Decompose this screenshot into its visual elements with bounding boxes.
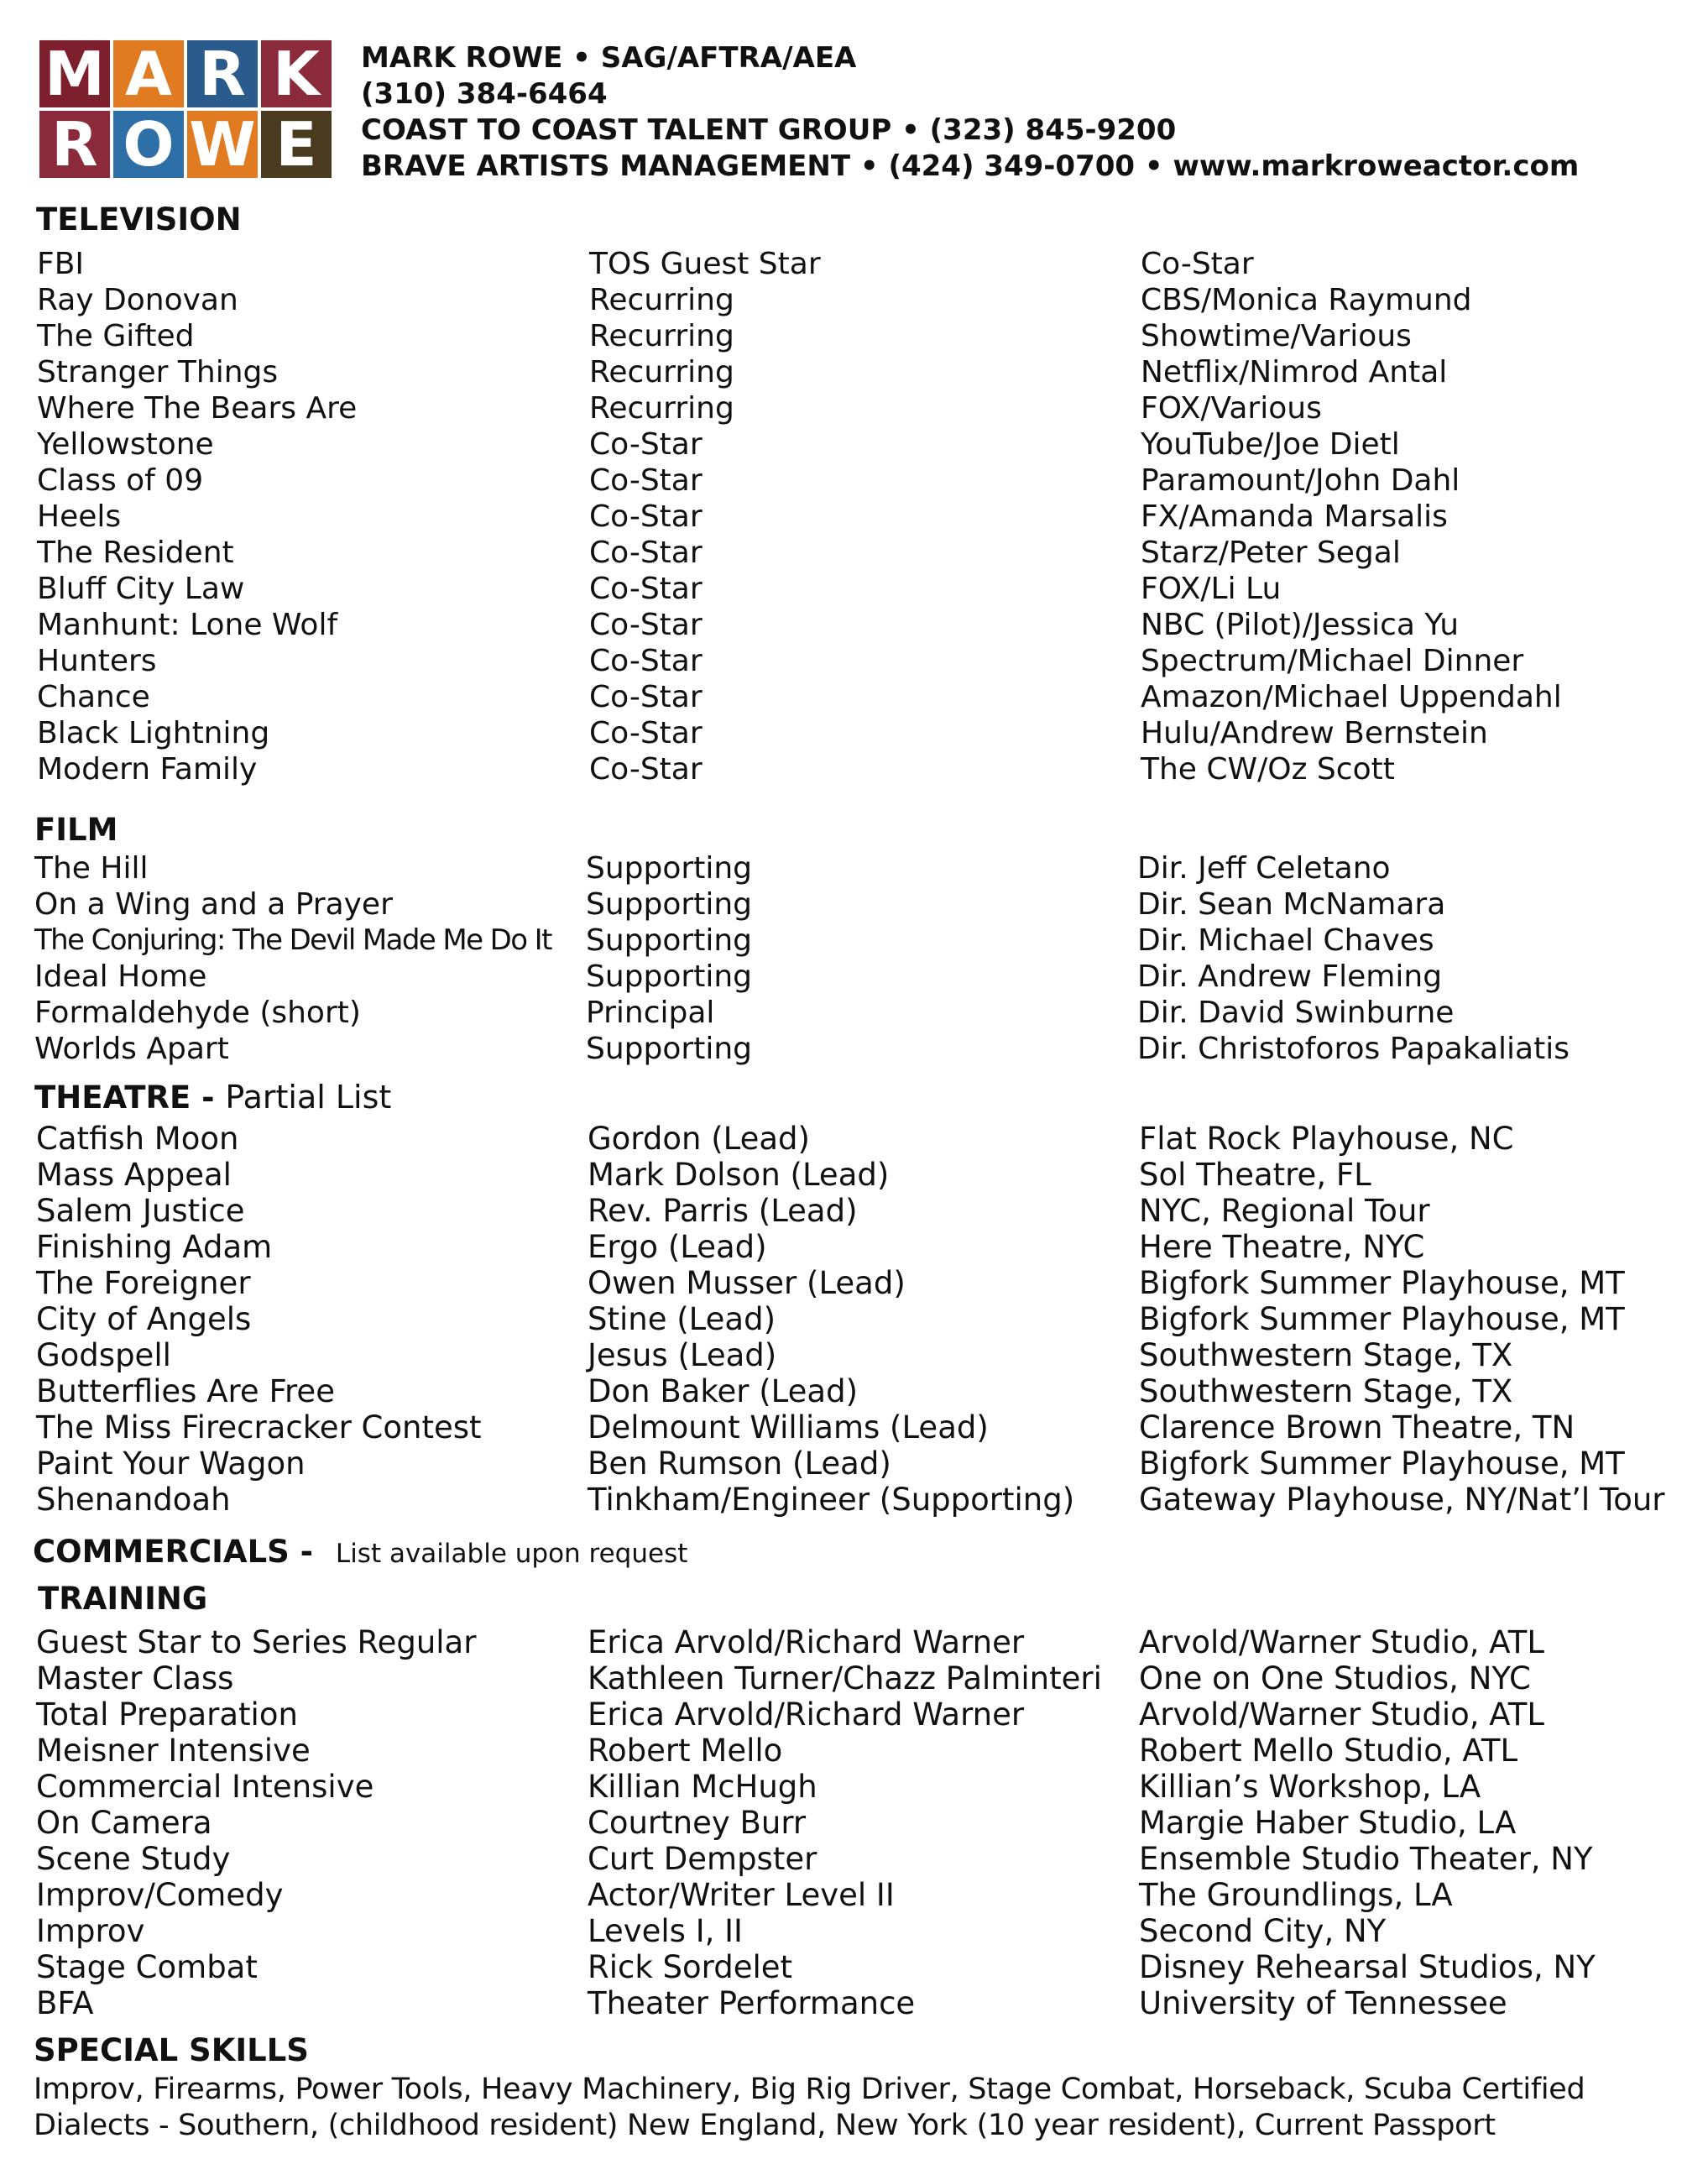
logo-tile-1: M <box>39 40 110 107</box>
film-credit-detail: Dir. Michael Chaves <box>1137 923 1434 958</box>
skills-line-2: Dialects - Southern, (childhood resident) New England, New York (10 year resident), Current Passport <box>34 2109 1496 2142</box>
television-credit-row <box>0 571 1708 607</box>
theatre-heading <box>34 1079 391 1116</box>
training-entry-row <box>0 1805 1708 1841</box>
training-entry-title: Master Class <box>36 1660 234 1696</box>
film-credit-title: Worlds Apart <box>34 1032 229 1066</box>
theatre-credit-title: Finishing Adam <box>36 1229 273 1265</box>
theatre-credit-role: Ben Rumson (Lead) <box>588 1445 891 1482</box>
television-credit-title: The Resident <box>37 536 234 570</box>
television-credit-row <box>0 318 1708 354</box>
training-entry-title: BFA <box>36 1985 94 2021</box>
television-credit-title: FBI <box>37 247 85 281</box>
theatre-credit-title: The Miss Firecracker Contest <box>36 1409 482 1445</box>
television-credit-detail: Showtime/Various <box>1141 319 1412 353</box>
film-credit-detail: Dir. Sean McNamara <box>1137 887 1446 922</box>
training-entry-row <box>0 1624 1708 1660</box>
television-credit-role: Co-Star <box>589 427 703 462</box>
film-credit-role: Supporting <box>586 851 752 886</box>
television-credit-row <box>0 643 1708 679</box>
training-entry-detail: Second City, NY <box>1139 1913 1387 1949</box>
film-credit-row <box>0 1031 1708 1067</box>
television-credit-title: Stranger Things <box>37 355 279 389</box>
television-credit-role: Co-Star <box>589 499 703 534</box>
training-entry-row <box>0 1733 1708 1769</box>
film-credit-row <box>0 886 1708 923</box>
television-credit-role: Recurring <box>589 319 734 353</box>
logo-tile-6: O <box>113 111 184 178</box>
theatre-credit-detail: Bigfork Summer Playhouse, MT <box>1139 1265 1625 1301</box>
television-credit-role: Co-Star <box>589 463 703 498</box>
film-credit-detail: Dir. Andrew Fleming <box>1137 959 1443 994</box>
training-entry-role: Curt Dempster <box>588 1841 817 1877</box>
film-heading: FILM <box>34 812 118 848</box>
film-credit-title: The Hill <box>34 851 149 886</box>
training-entry-detail: Robert Mello Studio, ATL <box>1139 1733 1518 1769</box>
film-credit-role: Supporting <box>586 959 752 994</box>
training-entry-detail: Disney Rehearsal Studios, NY <box>1139 1949 1596 1985</box>
training-entry-detail: Arvold/Warner Studio, ATL <box>1139 1624 1544 1660</box>
television-credit-role: Recurring <box>589 355 734 389</box>
television-credit-row <box>0 751 1708 787</box>
film-credit-row <box>0 995 1708 1031</box>
theatre-credit-role: Gordon (Lead) <box>588 1121 810 1157</box>
header-agency: COAST TO COAST TALENT GROUP • (323) 845-9200 <box>361 113 1177 147</box>
film-credit-title: The Conjuring: The Devil Made Me Do It <box>34 923 551 957</box>
film-credits <box>0 850 1708 1067</box>
theatre-credit-row <box>0 1337 1708 1373</box>
logo-tile-3: R <box>187 40 258 107</box>
television-credit-row <box>0 607 1708 643</box>
training-entry-role: Kathleen Turner/Chazz Palminteri <box>588 1660 1102 1696</box>
theatre-credit-title: Godspell <box>36 1337 171 1373</box>
training-entry-detail: One on One Studios, NYC <box>1139 1660 1531 1696</box>
commercials-subtitle: List available upon request <box>335 1539 688 1569</box>
training-entry-row <box>0 1949 1708 1985</box>
theatre-credit-row <box>0 1265 1708 1301</box>
training-entry-row <box>0 1841 1708 1877</box>
header-management: BRAVE ARTISTS MANAGEMENT • (424) 349-0700 • www.markroweactor.com <box>361 149 1580 183</box>
theatre-credit-detail: Bigfork Summer Playhouse, MT <box>1139 1445 1625 1482</box>
theatre-credit-row <box>0 1193 1708 1229</box>
television-credit-detail: The CW/Oz Scott <box>1141 752 1395 787</box>
theatre-credit-detail: Flat Rock Playhouse, NC <box>1139 1121 1514 1157</box>
television-credit-title: Heels <box>37 499 122 534</box>
theatre-credit-row <box>0 1409 1708 1445</box>
television-credit-detail: Co-Star <box>1141 247 1254 281</box>
film-credit-detail: Dir. Christoforos Papakaliatis <box>1137 1032 1570 1066</box>
training-list <box>0 1624 1708 2021</box>
television-credit-title: Modern Family <box>37 752 258 787</box>
television-credit-detail: CBS/Monica Raymund <box>1141 283 1472 317</box>
logo-tile-7: W <box>187 111 258 178</box>
film-credit-title: Formaldehyde (short) <box>34 996 361 1030</box>
theatre-credit-row <box>0 1482 1708 1518</box>
film-credit-title: On a Wing and a Prayer <box>34 887 393 922</box>
training-entry-title: Improv/Comedy <box>36 1877 284 1913</box>
television-credit-title: Hunters <box>37 644 157 678</box>
logo-tile-8: E <box>261 111 332 178</box>
television-credit-title: Ray Donovan <box>37 283 238 317</box>
training-entry-detail: The Groundlings, LA <box>1139 1877 1453 1913</box>
theatre-credit-title: Mass Appeal <box>36 1157 232 1193</box>
training-entry-title: Guest Star to Series Regular <box>36 1624 477 1660</box>
name-logo <box>39 40 332 181</box>
television-credit-role: Co-Star <box>589 752 703 787</box>
television-credit-role: Recurring <box>589 391 734 426</box>
film-credit-role: Principal <box>586 996 715 1030</box>
television-credit-row <box>0 679 1708 715</box>
theatre-credit-title: Catfish Moon <box>36 1121 239 1157</box>
television-credit-row <box>0 426 1708 463</box>
training-entry-detail: Killian’s Workshop, LA <box>1139 1769 1481 1805</box>
header-phone: (310) 384-6464 <box>361 77 608 111</box>
television-heading: TELEVISION <box>36 201 242 238</box>
training-entry-detail: Margie Haber Studio, LA <box>1139 1805 1517 1841</box>
theatre-credit-detail: Clarence Brown Theatre, TN <box>1139 1409 1575 1445</box>
theatre-credit-row <box>0 1229 1708 1265</box>
television-credit-role: Co-Star <box>589 536 703 570</box>
television-credit-role: Recurring <box>589 283 734 317</box>
theatre-credit-role: Don Baker (Lead) <box>588 1373 858 1409</box>
training-entry-title: Total Preparation <box>36 1696 298 1733</box>
theatre-credit-role: Ergo (Lead) <box>588 1229 767 1265</box>
theatre-credit-role: Mark Dolson (Lead) <box>588 1157 890 1193</box>
television-credit-detail: Hulu/Andrew Bernstein <box>1141 716 1488 750</box>
training-entry-role: Erica Arvold/Richard Warner <box>588 1696 1025 1733</box>
theatre-credit-title: City of Angels <box>36 1301 252 1337</box>
training-entry-row <box>0 1985 1708 2021</box>
training-entry-role: Actor/Writer Level II <box>588 1877 895 1913</box>
television-credits <box>0 246 1708 787</box>
film-credit-role: Supporting <box>586 1032 752 1066</box>
theatre-title: THEATRE - <box>34 1080 215 1116</box>
theatre-credit-detail: Bigfork Summer Playhouse, MT <box>1139 1301 1625 1337</box>
training-entry-title: Scene Study <box>36 1841 231 1877</box>
theatre-credit-role: Rev. Parris (Lead) <box>588 1193 858 1229</box>
theatre-credit-row <box>0 1157 1708 1193</box>
television-credit-row <box>0 535 1708 571</box>
film-credit-role: Supporting <box>586 923 752 958</box>
theatre-credit-role: Tinkham/Engineer (Supporting) <box>588 1482 1075 1518</box>
film-credit-row <box>0 850 1708 886</box>
television-credit-title: Bluff City Law <box>37 572 245 606</box>
training-entry-detail: University of Tennessee <box>1139 1985 1507 2021</box>
television-credit-role: Co-Star <box>589 572 703 606</box>
special-skills-heading: SPECIAL SKILLS <box>34 2032 309 2068</box>
skills-line-1: Improv, Firearms, Power Tools, Heavy Machinery, Big Rig Driver, Stage Combat, Horseback, Scuba Certified <box>34 2073 1585 2106</box>
logo-tile-4: K <box>261 40 332 107</box>
television-credit-detail: NBC (Pilot)/Jessica Yu <box>1141 608 1460 642</box>
television-credit-detail: FOX/Li Lu <box>1141 572 1282 606</box>
training-entry-role: Theater Performance <box>588 1985 916 2021</box>
television-credit-role: Co-Star <box>589 716 703 750</box>
theatre-credit-row <box>0 1121 1708 1157</box>
theatre-credits <box>0 1121 1708 1518</box>
television-credit-role: TOS Guest Star <box>589 247 821 281</box>
theatre-credit-row <box>0 1445 1708 1482</box>
television-credit-title: Black Lightning <box>37 716 270 750</box>
theatre-credit-detail: NYC, Regional Tour <box>1139 1193 1430 1229</box>
television-credit-title: Manhunt: Lone Wolf <box>37 608 338 642</box>
film-credit-title: Ideal Home <box>34 959 207 994</box>
training-entry-title: Commercial Intensive <box>36 1769 374 1805</box>
television-credit-row <box>0 390 1708 426</box>
television-credit-title: Chance <box>37 680 150 714</box>
training-entry-title: Meisner Intensive <box>36 1733 311 1769</box>
training-entry-role: Erica Arvold/Richard Warner <box>588 1624 1025 1660</box>
television-credit-title: Yellowstone <box>37 427 214 462</box>
television-credit-detail: Amazon/Michael Uppendahl <box>1141 680 1562 714</box>
theatre-credit-title: Paint Your Wagon <box>36 1445 306 1482</box>
television-credit-row <box>0 282 1708 318</box>
header-name-unions: MARK ROWE • SAG/AFTRA/AEA <box>361 41 857 75</box>
training-entry-detail: Arvold/Warner Studio, ATL <box>1139 1696 1544 1733</box>
training-entry-title: Improv <box>36 1913 145 1949</box>
theatre-credit-title: Butterflies Are Free <box>36 1373 335 1409</box>
television-credit-detail: Spectrum/Michael Dinner <box>1141 644 1524 678</box>
television-credit-row <box>0 246 1708 282</box>
logo-tile-5: R <box>39 111 110 178</box>
television-credit-row <box>0 499 1708 535</box>
contact-header <box>361 40 1579 185</box>
television-credit-detail: YouTube/Joe Dietl <box>1141 427 1400 462</box>
training-entry-row <box>0 1769 1708 1805</box>
television-credit-role: Co-Star <box>589 608 703 642</box>
film-credit-detail: Dir. Jeff Celetano <box>1137 851 1391 886</box>
training-entry-detail: Ensemble Studio Theater, NY <box>1139 1841 1593 1877</box>
television-credit-detail: FX/Amanda Marsalis <box>1141 499 1448 534</box>
theatre-credit-title: The Foreigner <box>36 1265 251 1301</box>
training-entry-row <box>0 1877 1708 1913</box>
training-entry-row <box>0 1696 1708 1733</box>
training-entry-role: Levels I, II <box>588 1913 743 1949</box>
television-credit-row <box>0 354 1708 390</box>
television-credit-title: The Gifted <box>37 319 195 353</box>
film-credit-row <box>0 923 1708 959</box>
theatre-credit-title: Salem Justice <box>36 1193 245 1229</box>
training-entry-row <box>0 1913 1708 1949</box>
theatre-credit-role: Delmount Williams (Lead) <box>588 1409 989 1445</box>
theatre-credit-row <box>0 1373 1708 1409</box>
training-entry-title: On Camera <box>36 1805 212 1841</box>
training-entry-row <box>0 1660 1708 1696</box>
television-credit-row <box>0 715 1708 751</box>
television-credit-role: Co-Star <box>589 680 703 714</box>
training-heading: TRAINING <box>38 1581 208 1617</box>
television-credit-detail: Starz/Peter Segal <box>1141 536 1401 570</box>
theatre-credit-detail: Here Theatre, NYC <box>1139 1229 1425 1265</box>
theatre-credit-detail: Sol Theatre, FL <box>1139 1157 1371 1193</box>
theatre-credit-detail: Gateway Playhouse, NY/Nat’l Tour <box>1139 1482 1665 1518</box>
training-entry-role: Rick Sordelet <box>588 1949 793 1985</box>
theatre-credit-role: Stine (Lead) <box>588 1301 776 1337</box>
television-credit-role: Co-Star <box>589 644 703 678</box>
commercials-title: COMMERCIALS - <box>33 1534 314 1570</box>
television-credit-detail: Paramount/John Dahl <box>1141 463 1460 498</box>
theatre-credit-row <box>0 1301 1708 1337</box>
television-credit-detail: Netflix/Nimrod Antal <box>1141 355 1448 389</box>
training-entry-role: Courtney Burr <box>588 1805 807 1841</box>
theatre-subtitle: Partial List <box>225 1079 392 1116</box>
training-entry-role: Robert Mello <box>588 1733 783 1769</box>
theatre-credit-detail: Southwestern Stage, TX <box>1139 1373 1513 1409</box>
theatre-credit-title: Shenandoah <box>36 1482 231 1518</box>
logo-tile-2: A <box>113 40 184 107</box>
television-credit-detail: FOX/Various <box>1141 391 1322 426</box>
film-credit-row <box>0 959 1708 995</box>
television-credit-title: Where The Bears Are <box>37 391 358 426</box>
training-entry-role: Killian McHugh <box>588 1769 817 1805</box>
television-credit-title: Class of 09 <box>37 463 204 498</box>
training-entry-title: Stage Combat <box>36 1949 258 1985</box>
theatre-credit-detail: Southwestern Stage, TX <box>1139 1337 1513 1373</box>
theatre-credit-role: Jesus (Lead) <box>588 1337 777 1373</box>
commercials-heading <box>33 1534 687 1572</box>
film-credit-role: Supporting <box>586 887 752 922</box>
film-credit-detail: Dir. David Swinburne <box>1137 996 1455 1030</box>
theatre-credit-role: Owen Musser (Lead) <box>588 1265 906 1301</box>
television-credit-row <box>0 463 1708 499</box>
